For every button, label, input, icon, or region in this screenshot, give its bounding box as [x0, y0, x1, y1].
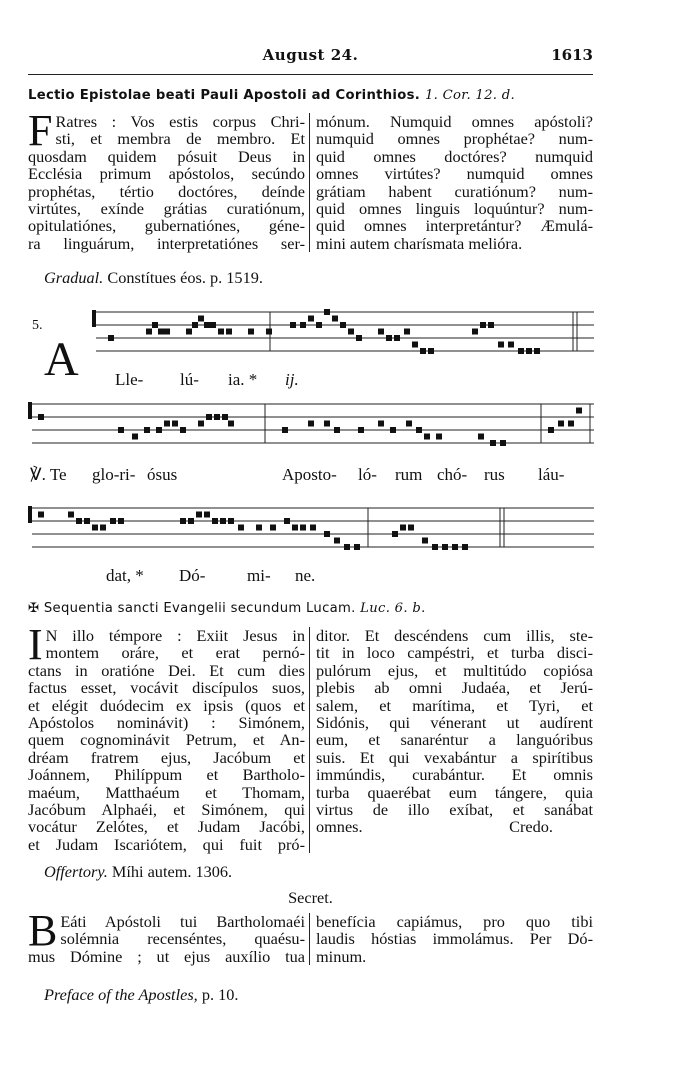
neume-icon	[218, 329, 224, 335]
neume-icon	[354, 544, 360, 550]
gradual-note	[44, 268, 263, 288]
neume-icon	[308, 421, 314, 427]
text-line	[316, 818, 593, 835]
neume-icon	[548, 427, 554, 433]
text-line: mónum. Numquid omnes apóstoli?	[316, 112, 593, 131]
gospel-initial: I	[28, 620, 43, 669]
text-line: quem cognominávit Petrum, et An-	[28, 730, 305, 750]
text-line: omnes virtútes? numquid omnes	[316, 164, 593, 184]
neume-icon	[334, 427, 340, 433]
lyric-syllable: dat, *	[106, 566, 144, 585]
neume-icon	[356, 335, 362, 341]
neume-icon	[358, 427, 364, 433]
neume-icon	[152, 322, 158, 328]
text-line: quosdam quidem pósuit Deus in	[28, 146, 305, 166]
chant-staff-3	[28, 498, 598, 560]
text-line: benefícia capiámus, pro quo tibi	[316, 912, 593, 931]
secret-text	[28, 906, 593, 966]
neume-icon	[558, 421, 564, 427]
lyric-syllable: Lle-	[115, 370, 144, 389]
neume-icon	[378, 421, 384, 427]
neume-icon	[292, 525, 298, 531]
text-line: salem, et marítima, et Tyri, et	[316, 695, 593, 715]
mode-number: 5.	[32, 318, 43, 333]
text-line: ctans in oratióne Dei. Et cum dies	[28, 660, 305, 680]
lyric-syllable: glo-ri-	[92, 465, 136, 484]
staff-lines	[28, 298, 598, 368]
neume-icon	[226, 329, 232, 335]
neume-icon	[310, 525, 316, 531]
neume-icon	[324, 531, 330, 537]
neume-icon	[210, 322, 216, 328]
text-line: ra linguárum, interpretatiónes ser-	[28, 233, 305, 253]
lyric-syllable: mi-	[247, 566, 271, 585]
neume-icon	[428, 348, 434, 354]
text-line: grátiam habent curatiónum? num-	[316, 181, 593, 201]
neume-icon	[206, 414, 212, 420]
gospel-right-column	[310, 627, 593, 853]
text-line: Eáti Apóstoli tui Bartholomaéi	[60, 912, 305, 931]
neume-icon	[180, 427, 186, 433]
text-line: montem oráre, et erat pernó-	[45, 643, 305, 663]
neume-icon	[256, 525, 262, 531]
lyric-syllable: rus	[484, 465, 505, 484]
clef-icon	[28, 506, 32, 523]
header-rule	[28, 74, 593, 75]
lyric-syllable: ósus	[147, 465, 178, 484]
neume-icon	[228, 421, 234, 427]
secret-right-column	[310, 913, 593, 965]
text-line: ditor. Et descéndens cum illis, ste-	[316, 626, 593, 645]
lyric-syllable: lú-	[180, 370, 199, 389]
lyric-syllable: láu-	[538, 465, 565, 484]
neume-icon	[488, 322, 494, 328]
neume-icon	[408, 525, 414, 531]
neume-icon	[526, 348, 532, 354]
neume-icon	[196, 512, 202, 518]
gospel-heading-text: Sequentia sancti Evangelii secundum Lucam.	[43, 601, 356, 616]
neume-icon	[390, 427, 396, 433]
neume-icon	[392, 531, 398, 537]
text-line: immúndis, curabántur. Et omnis	[316, 765, 593, 785]
page-header	[28, 46, 593, 68]
text-line: plebis ab omni Judaéa, et Jerú-	[316, 678, 593, 698]
neume-icon	[324, 421, 330, 427]
text-line: sti, et membra de membro. Et	[55, 129, 305, 149]
text-line: Joánnem, Philíppum et Bartholo-	[28, 765, 305, 785]
gospel-heading	[28, 601, 593, 616]
neume-icon	[164, 421, 170, 427]
text-line: maéum, Matthaéum et Thomam,	[28, 782, 305, 802]
neume-icon	[222, 414, 228, 420]
offertory-label: Offertory.	[44, 862, 108, 881]
gospel-reference: Luc. 6. b.	[360, 601, 426, 616]
text-line: Ecclésia primum apóstolos, secúndo	[28, 164, 305, 184]
neume-icon	[282, 427, 288, 433]
epistle-heading-text: Lectio Epistolae beati Pauli Apostoli ad Corinthios.	[28, 88, 421, 103]
gospel-text	[28, 620, 593, 854]
neume-icon	[172, 421, 178, 427]
epistle-heading	[28, 88, 593, 103]
neume-icon	[188, 518, 194, 524]
text-line: suis. Et qui vexabántur a spirítibus	[316, 747, 593, 767]
neume-icon	[132, 434, 138, 440]
neume-icon	[534, 348, 540, 354]
lyric-syllable: chó-	[437, 465, 468, 484]
neume-icon	[404, 329, 410, 335]
text-line: virtútes, exínde grátias curatiónum,	[28, 199, 305, 219]
neume-icon	[300, 322, 306, 328]
preface-note	[44, 985, 238, 1005]
preface-reference: p. 10.	[201, 985, 239, 1004]
neume-icon	[38, 512, 44, 518]
neume-icon	[436, 434, 442, 440]
chant-staff-1	[28, 298, 598, 368]
neume-icon	[420, 348, 426, 354]
neume-icon	[416, 427, 422, 433]
secret-initial: B	[28, 906, 58, 955]
text-line: Sidónis, qui vénerant ut audírent	[316, 713, 593, 733]
epistle-text	[28, 106, 593, 253]
neume-icon	[118, 518, 124, 524]
neume-icon	[442, 544, 448, 550]
neume-icon	[266, 329, 272, 335]
neume-icon	[400, 525, 406, 531]
text-line: dréam fratrem ejus, Jacóbum et	[28, 747, 305, 767]
neume-icon	[212, 518, 218, 524]
neume-icon	[568, 421, 574, 427]
clef-icon	[92, 310, 96, 327]
text-line: prophétas, tértio doctóres, deínde	[28, 181, 305, 201]
text-line: numquid omnes prophétae? num-	[316, 129, 593, 149]
neume-icon	[308, 316, 314, 322]
text-line: minum.	[316, 946, 367, 966]
neume-icon	[324, 309, 330, 315]
credo-rubric: Credo.	[509, 817, 553, 837]
neume-icon	[478, 434, 484, 440]
text-line: eum, et sanaréntur a languóribus	[316, 730, 593, 750]
neume-icon	[480, 322, 486, 328]
neume-icon	[284, 518, 290, 524]
clef-icon	[28, 402, 32, 419]
epistle-initial: F	[28, 106, 53, 155]
text-line: tit in loco campéstri, et turba disci-	[316, 643, 593, 663]
neume-icon	[406, 421, 412, 427]
neume-icon	[204, 512, 210, 518]
neume-icon	[118, 427, 124, 433]
chant-staff-2	[28, 396, 598, 456]
staff-lines	[28, 498, 598, 560]
text-line: Apóstolos nominávit) : Simónem,	[28, 713, 305, 733]
neume-icon	[204, 322, 210, 328]
neume-icon	[198, 316, 204, 322]
neume-icon	[394, 335, 400, 341]
neume-icon	[490, 440, 496, 446]
neume-icon	[108, 335, 114, 341]
neume-icon	[424, 434, 430, 440]
gradual-reference: Constítues éos. p. 1519.	[107, 268, 263, 287]
neume-icon	[158, 329, 164, 335]
secret-left-column	[28, 906, 310, 966]
text-line: Ratres : Vos estis corpus Chri-	[55, 112, 305, 131]
neume-icon	[344, 544, 350, 550]
cross-icon: ✠	[28, 601, 40, 616]
neume-icon	[228, 518, 234, 524]
neume-icon	[110, 518, 116, 524]
text-line: Jacóbum Alphaéi, et Simónem, qui	[28, 800, 305, 820]
neume-icon	[144, 427, 150, 433]
lyric-syllable: ia. *	[228, 370, 258, 389]
text-line: opitulatiónes, gubernatiónes, géne-	[28, 216, 305, 236]
gradual-label: Gradual.	[44, 268, 104, 287]
alleluia-initial: A	[44, 333, 79, 386]
neume-icon	[462, 544, 468, 550]
epistle-left-column	[28, 106, 310, 253]
text-line: quid omnes doctóres? numquid	[316, 146, 593, 166]
lyric-syllable: rum	[395, 465, 423, 484]
neume-icon	[340, 322, 346, 328]
neume-icon	[220, 518, 226, 524]
neume-icon	[214, 414, 220, 420]
neume-icon	[100, 525, 106, 531]
neume-icon	[92, 525, 98, 531]
neume-icon	[76, 518, 82, 524]
neume-icon	[332, 316, 338, 322]
offertory-note	[44, 862, 232, 882]
lyric-syllable: ℣. Te	[30, 465, 67, 484]
neume-icon	[334, 538, 340, 544]
lyric-syllable: ló-	[358, 465, 377, 484]
text-line: quid omnes interpretántur? Æmulá-	[316, 216, 593, 236]
neume-icon	[198, 421, 204, 427]
text-line: quid omnes linguis loquúntur? num-	[316, 199, 593, 219]
text-line: et elégit duódecim ex ipsis (quos et	[28, 695, 305, 715]
neume-icon	[498, 342, 504, 348]
neume-icon	[316, 322, 322, 328]
staff-lines	[28, 396, 598, 456]
text-line: virtus de illo exíbat, et sanábat	[316, 800, 593, 820]
neume-icon	[146, 329, 152, 335]
neume-icon	[186, 329, 192, 335]
neume-icon	[500, 440, 506, 446]
offertory-reference: Míhi autem. 1306.	[111, 862, 233, 881]
text-line: mus Dómine ; ut ejus auxílio tua	[28, 946, 305, 966]
lyric-syllable: Dó-	[179, 566, 206, 585]
neume-icon	[238, 525, 244, 531]
text-line: pulórum ejus, et multitúdo copiósa	[316, 660, 593, 680]
lyric-syllable: ij.	[285, 370, 299, 389]
text-line: N illo témpore : Exiit Jesus in	[45, 626, 305, 645]
text-line: vocátur Zelótes, et Judam Jacóbi,	[28, 817, 305, 837]
neume-icon	[180, 518, 186, 524]
neume-icon	[300, 525, 306, 531]
neume-icon	[248, 329, 254, 335]
neume-icon	[348, 329, 354, 335]
neume-icon	[452, 544, 458, 550]
neume-icon	[386, 335, 392, 341]
text-line: turba quaerébat eum tángere, quia	[316, 782, 593, 802]
neume-icon	[84, 518, 90, 524]
neume-icon	[472, 329, 478, 335]
neume-icon	[270, 525, 276, 531]
neume-icon	[192, 322, 198, 328]
epistle-reference: 1. Cor. 12. d.	[424, 88, 516, 103]
text-line: factus esset, vocávit discípulos suos,	[28, 678, 305, 698]
neume-icon	[412, 342, 418, 348]
neume-icon	[68, 512, 74, 518]
preface-label: Preface of the Apostles,	[44, 985, 198, 1004]
neume-icon	[576, 408, 582, 414]
lyric-syllable: Aposto-	[282, 465, 337, 484]
lyric-syllable: ne.	[295, 566, 316, 585]
text-line: et Judam Iscariótem, qui fuit pró-	[28, 834, 305, 854]
secret-title: Secret.	[288, 888, 333, 907]
neume-icon	[38, 414, 44, 420]
neume-icon	[422, 538, 428, 544]
feast-date: August 24.	[262, 46, 359, 64]
neume-icon	[518, 348, 524, 354]
neume-icon	[156, 427, 162, 433]
text-line: laudis hóstias immolámus. Per Dó-	[316, 929, 593, 949]
gospel-left-column	[28, 620, 310, 854]
epistle-right-column	[310, 113, 593, 252]
neume-icon	[508, 342, 514, 348]
neume-icon	[290, 322, 296, 328]
page-number: 1613	[551, 46, 593, 64]
neume-icon	[432, 544, 438, 550]
text-line: mini autem charísmata melióra.	[316, 233, 523, 253]
text-fragment: omnes.	[316, 817, 363, 837]
neume-icon	[164, 329, 170, 335]
text-line: solémnia recenséntes, quaésu-	[60, 929, 305, 949]
neume-icon	[378, 329, 384, 335]
